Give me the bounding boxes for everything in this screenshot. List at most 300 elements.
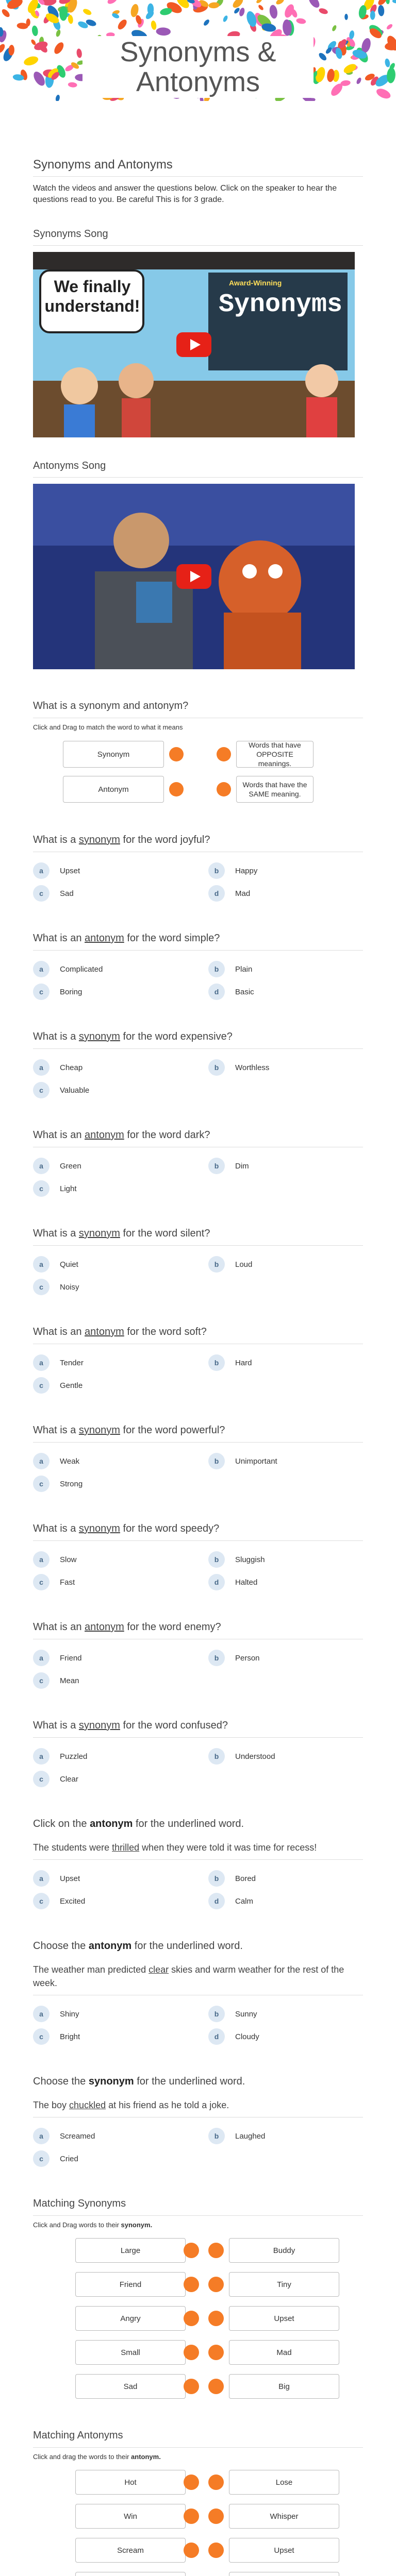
question-multiple-choice xyxy=(33,1030,363,1098)
match-right-box[interactable]: Whisper xyxy=(229,2504,339,2529)
option-label: Shiny xyxy=(60,2009,79,2019)
question-title: What is an antonym for the word simple? xyxy=(33,931,363,951)
match-row xyxy=(33,2340,363,2365)
question-note: Click and Drag to match the word to what it means xyxy=(33,723,183,731)
option-label: Quiet xyxy=(60,1260,78,1269)
option-letter: c xyxy=(33,1279,50,1295)
answer-options xyxy=(33,1158,363,1197)
video-title: Antonyms Song xyxy=(33,460,363,478)
option-label: Noisy xyxy=(60,1282,79,1292)
option-letter: b xyxy=(208,1158,225,1174)
question-title: What is an antonym for the word dark? xyxy=(33,1128,363,1147)
keyword: antonym xyxy=(85,1129,124,1141)
answer-option[interactable] xyxy=(33,862,188,879)
question-title: What is a synonym for the word speedy? xyxy=(33,1522,363,1541)
answer-option[interactable] xyxy=(208,1453,363,1469)
confetti-dot xyxy=(55,29,61,38)
answer-options xyxy=(33,1748,363,1787)
option-letter: b xyxy=(208,1551,225,1568)
drop-target[interactable] xyxy=(217,747,231,761)
answer-options xyxy=(33,862,363,902)
option-letter: c xyxy=(33,1893,50,1909)
confetti-dot xyxy=(59,6,68,21)
confetti-dot xyxy=(31,25,39,37)
play-icon[interactable] xyxy=(176,564,211,589)
confetti-dot xyxy=(386,0,390,4)
match-row xyxy=(33,2306,363,2331)
option-letter: c xyxy=(33,1377,50,1394)
confetti-dot xyxy=(375,87,392,100)
answer-option[interactable] xyxy=(208,1748,363,1765)
option-letter: a xyxy=(33,1748,50,1765)
option-label: Strong xyxy=(60,1479,83,1488)
multiple-choice-questions xyxy=(33,833,363,1787)
match-row xyxy=(33,2470,363,2495)
drop-target[interactable] xyxy=(208,2475,224,2490)
drop-target[interactable] xyxy=(208,2345,224,2360)
answer-option[interactable] xyxy=(33,1453,188,1469)
option-label: Cloudy xyxy=(235,2032,259,2041)
answer-option[interactable] xyxy=(33,1180,188,1197)
answer-options xyxy=(33,2006,363,2045)
option-label: Puzzled xyxy=(60,1752,88,1761)
option-letter: c xyxy=(33,984,50,1000)
confetti-dot xyxy=(106,0,119,6)
match-row xyxy=(33,2238,363,2263)
answer-option[interactable] xyxy=(33,1551,188,1568)
answer-option[interactable] xyxy=(33,1377,188,1394)
thumbnail-word: Synonyms xyxy=(219,290,343,319)
match-right-box[interactable]: Buddy xyxy=(229,2238,339,2263)
header-banner xyxy=(0,0,396,101)
worksheet xyxy=(0,151,396,2576)
option-letter: c xyxy=(33,2028,50,2045)
answer-options xyxy=(33,1650,363,1689)
question-matching xyxy=(33,2429,363,2576)
option-label: Person xyxy=(235,1653,260,1663)
question-multiple-choice xyxy=(33,1227,363,1295)
intro-text: Watch the videos and answer the questions below. Click on the speaker to hear the questions read to you. Be careful This is for 3 grade. xyxy=(33,184,337,204)
match-left-box[interactable] xyxy=(75,2572,186,2576)
option-label: Loud xyxy=(235,1260,253,1269)
confetti-dot xyxy=(55,94,60,101)
option-label: Basic xyxy=(235,987,254,996)
confetti-dot xyxy=(256,0,263,4)
confetti-dot xyxy=(68,82,77,88)
option-label: Green xyxy=(60,1161,81,1171)
answer-option[interactable] xyxy=(208,885,363,902)
drag-handle[interactable] xyxy=(184,2345,199,2360)
confetti-dot xyxy=(356,77,362,84)
option-letter: c xyxy=(33,1180,50,1197)
question-title: Click on the antonym for the underlined word. xyxy=(33,1818,244,1829)
confetti-dot xyxy=(116,18,128,31)
option-letter: a xyxy=(33,862,50,879)
option-label: Slow xyxy=(60,1555,77,1564)
answer-option[interactable] xyxy=(208,2128,363,2144)
option-label: Calm xyxy=(235,1896,254,1906)
question-multiple-choice xyxy=(33,833,363,902)
confetti-dot xyxy=(269,4,278,19)
question-sentence xyxy=(33,2075,363,2167)
option-label: Excited xyxy=(60,1896,86,1906)
question-title: Matching Synonyms xyxy=(33,2197,363,2216)
answer-option[interactable] xyxy=(33,1771,188,1787)
option-label: Valuable xyxy=(60,1086,90,1095)
option-label: Worthless xyxy=(235,1063,270,1072)
answer-option[interactable] xyxy=(33,1059,188,1076)
question-note: Click and Drag words to their synonym. xyxy=(33,2221,153,2229)
option-letter: a xyxy=(33,2006,50,2022)
option-label: Tender xyxy=(60,1358,84,1367)
match-definition-box[interactable]: Words that have OPPOSITE meanings. xyxy=(236,741,314,768)
drop-target[interactable] xyxy=(208,2277,224,2292)
intro-title: Synonyms and Antonyms xyxy=(33,151,363,177)
question-title: What is a synonym for the word expensive? xyxy=(33,1030,363,1049)
option-letter: d xyxy=(208,1893,225,1909)
answer-option[interactable] xyxy=(208,1551,363,1568)
answer-options xyxy=(33,1059,363,1098)
question-title: Choose the antonym for the underlined word. xyxy=(33,1940,243,1952)
option-letter: a xyxy=(33,1870,50,1887)
option-letter: c xyxy=(33,1672,50,1689)
option-label: Plain xyxy=(235,964,253,974)
answer-option[interactable] xyxy=(33,1574,188,1590)
match-left-box[interactable]: Friend xyxy=(75,2272,186,2297)
option-label: Upset xyxy=(60,1874,80,1883)
keyword: antonym xyxy=(85,933,124,944)
option-letter: b xyxy=(208,862,225,879)
option-label: Bored xyxy=(235,1874,256,1883)
confetti-dot xyxy=(392,0,396,4)
confetti-dot xyxy=(318,7,328,15)
drop-target[interactable] xyxy=(208,2243,224,2258)
confetti-dot xyxy=(377,5,384,16)
answer-option[interactable] xyxy=(208,1870,363,1887)
question-title: What is a synonym for the word joyful? xyxy=(33,833,363,852)
option-letter: b xyxy=(208,1650,225,1666)
match-row xyxy=(33,2572,363,2576)
question-title: What is a synonym for the word powerful? xyxy=(33,1423,363,1443)
match-right-box[interactable]: Mad xyxy=(229,2340,339,2365)
confetti-dot xyxy=(307,0,321,10)
keyword: synonym xyxy=(78,1425,120,1436)
option-label: Friend xyxy=(60,1653,82,1663)
question-sentence xyxy=(33,1817,363,1909)
option-letter: b xyxy=(208,1354,225,1371)
option-label: Sluggish xyxy=(235,1555,265,1564)
option-letter: b xyxy=(208,1748,225,1765)
drag-handle[interactable] xyxy=(184,2277,199,2292)
answer-option[interactable] xyxy=(33,1893,188,1909)
drop-target[interactable] xyxy=(217,782,231,796)
drag-handle[interactable] xyxy=(169,747,184,761)
question-multiple-choice xyxy=(33,1620,363,1689)
video-player[interactable] xyxy=(33,484,355,669)
confetti-dot xyxy=(156,27,171,36)
option-letter: c xyxy=(33,1574,50,1590)
match-term-box[interactable]: Antonym xyxy=(63,776,164,803)
keyword: antonym xyxy=(85,1326,124,1337)
drag-handle[interactable] xyxy=(169,782,184,796)
page-title-line1: Synonyms & xyxy=(120,37,276,67)
option-label: Gentle xyxy=(60,1381,83,1390)
sentence-questions xyxy=(33,1817,363,2167)
answer-option[interactable] xyxy=(33,2150,188,2167)
drag-handle[interactable] xyxy=(184,2311,199,2326)
answer-option[interactable] xyxy=(208,961,363,977)
option-label: Happy xyxy=(235,866,258,875)
option-label: Halted xyxy=(235,1578,258,1587)
confetti-dot xyxy=(23,55,39,67)
answer-option[interactable] xyxy=(33,1279,188,1295)
answer-options xyxy=(33,961,363,1000)
match-right-box[interactable]: Lose xyxy=(229,2470,339,2495)
video-player[interactable] xyxy=(33,252,355,437)
option-letter: a xyxy=(33,1650,50,1666)
option-label: Sunny xyxy=(235,2009,257,2019)
answer-option[interactable] xyxy=(208,1650,363,1666)
match-row xyxy=(33,2272,363,2297)
option-letter: b xyxy=(208,2006,225,2022)
question-title: What is a synonym and antonym? xyxy=(33,699,363,718)
option-label: Mean xyxy=(60,1676,79,1685)
keyword: antonym xyxy=(90,1818,133,1829)
drop-target[interactable] xyxy=(208,2509,224,2524)
confetti-dot xyxy=(151,20,157,30)
thumbnail-caption: We finally understand! xyxy=(44,277,140,315)
match-left-box[interactable]: Large xyxy=(75,2238,186,2263)
underlined-word: thrilled xyxy=(112,1842,140,1853)
answer-option[interactable] xyxy=(33,885,188,902)
answer-options xyxy=(33,1870,363,1909)
answer-option[interactable] xyxy=(208,1354,363,1371)
match-right-box[interactable]: Upset xyxy=(229,2306,339,2331)
option-letter: a xyxy=(33,1059,50,1076)
match-right-box[interactable]: Big xyxy=(229,2374,339,2399)
video-section-synonyms xyxy=(33,228,363,437)
question-title: What is an antonym for the word enemy? xyxy=(33,1620,363,1639)
match-term-box[interactable]: Synonym xyxy=(63,741,164,768)
option-label: Mad xyxy=(235,889,251,898)
question-multiple-choice xyxy=(33,1128,363,1197)
answer-options xyxy=(33,1551,363,1590)
answer-option[interactable] xyxy=(33,1082,188,1098)
option-label: Screamed xyxy=(60,2131,95,2141)
option-letter: a xyxy=(33,1256,50,1273)
match-right-box[interactable] xyxy=(229,2572,339,2576)
answer-option[interactable] xyxy=(33,1158,188,1174)
answer-options xyxy=(33,1453,363,1492)
match-left-box[interactable]: Scream xyxy=(75,2538,186,2563)
confetti-dot xyxy=(386,23,393,30)
confetti-dot xyxy=(275,0,285,6)
match-row xyxy=(33,2504,363,2529)
option-label: Upset xyxy=(60,866,80,875)
question-multiple-choice xyxy=(33,1423,363,1492)
match-left-box[interactable]: Angry xyxy=(75,2306,186,2331)
question-note: Click and drag the words to their antonym. xyxy=(33,2453,161,2461)
question-multiple-choice xyxy=(33,1719,363,1787)
match-definition-box[interactable]: Words that have the SAME meaning. xyxy=(236,776,314,803)
option-letter: b xyxy=(208,961,225,977)
thumbnail-award: Award-Winning xyxy=(229,279,282,287)
option-letter: d xyxy=(208,984,225,1000)
answer-option[interactable] xyxy=(33,1354,188,1371)
option-letter: a xyxy=(33,1551,50,1568)
match-row xyxy=(33,775,363,803)
answer-option[interactable] xyxy=(208,1256,363,1273)
answer-option[interactable] xyxy=(208,984,363,1000)
keyword: synonym xyxy=(78,1031,120,1042)
option-label: Hard xyxy=(235,1358,252,1367)
option-letter: b xyxy=(208,2128,225,2144)
match-left-box[interactable]: Small xyxy=(75,2340,186,2365)
answer-option[interactable] xyxy=(208,2006,363,2022)
question-sentence xyxy=(33,1939,363,2045)
question-match-definition xyxy=(33,699,363,803)
option-label: Complicated xyxy=(60,964,103,974)
option-letter: a xyxy=(33,2128,50,2144)
underlined-word: clear xyxy=(148,1964,169,1975)
page-title xyxy=(82,36,314,98)
answer-option[interactable] xyxy=(208,2028,363,2045)
drop-target[interactable] xyxy=(208,2311,224,2326)
option-label: Fast xyxy=(60,1578,75,1587)
answer-option[interactable] xyxy=(33,2028,188,2045)
keyword: synonym xyxy=(78,834,120,845)
answer-option[interactable] xyxy=(33,1748,188,1765)
question-title: What is a synonym for the word silent? xyxy=(33,1227,363,1246)
question-sentence-text: The weather man predicted clear skies and warm weather for the rest of the week. xyxy=(33,1958,363,1995)
confetti-dot xyxy=(82,8,92,16)
option-letter: b xyxy=(208,1059,225,1076)
match-right-box[interactable]: Tiny xyxy=(229,2272,339,2297)
answer-options xyxy=(33,1256,363,1295)
answer-option[interactable] xyxy=(208,1158,363,1174)
option-letter: d xyxy=(208,1574,225,1590)
confetti-dot xyxy=(384,58,390,67)
option-letter: b xyxy=(208,1256,225,1273)
match-row xyxy=(33,2538,363,2563)
option-label: Dim xyxy=(235,1161,249,1171)
video-title: Synonyms Song xyxy=(33,228,363,246)
confetti-dot xyxy=(296,18,307,25)
option-label: Laughed xyxy=(235,2131,266,2141)
matching-antonyms xyxy=(33,2429,363,2576)
option-letter: c xyxy=(33,1476,50,1492)
option-label: Light xyxy=(60,1184,77,1193)
question-multiple-choice xyxy=(33,1325,363,1394)
question-multiple-choice xyxy=(33,1522,363,1590)
option-letter: a xyxy=(33,1158,50,1174)
answer-option[interactable] xyxy=(33,1650,188,1666)
confetti-dot xyxy=(257,4,264,11)
question-title: What is an antonym for the word soft? xyxy=(33,1325,363,1344)
option-letter: c xyxy=(33,1771,50,1787)
option-label: Cheap xyxy=(60,1063,83,1072)
keyword: synonym xyxy=(88,2076,134,2087)
keyword: synonym xyxy=(78,1720,120,1731)
match-left-box[interactable]: Hot xyxy=(75,2470,186,2495)
answer-option[interactable] xyxy=(208,862,363,879)
answer-option[interactable] xyxy=(33,1870,188,1887)
answer-option[interactable] xyxy=(208,1893,363,1909)
drag-handle[interactable] xyxy=(184,2543,199,2558)
answer-option[interactable] xyxy=(33,1256,188,1273)
option-letter: c xyxy=(33,885,50,902)
keyword: synonym xyxy=(78,1523,120,1534)
drag-handle[interactable] xyxy=(184,2509,199,2524)
option-letter: d xyxy=(208,885,225,902)
question-multiple-choice xyxy=(33,931,363,1000)
answer-options xyxy=(33,1354,363,1394)
drag-handle[interactable] xyxy=(184,2475,199,2490)
answer-option[interactable] xyxy=(208,1059,363,1076)
option-label: Unimportant xyxy=(235,1456,277,1466)
option-letter: b xyxy=(208,1453,225,1469)
keyword: antonym xyxy=(85,1621,124,1633)
answer-option[interactable] xyxy=(33,961,188,977)
page-title-line2: Antonyms xyxy=(136,66,260,97)
match-row xyxy=(33,2374,363,2399)
question-title: Matching Antonyms xyxy=(33,2429,363,2448)
confetti-dot xyxy=(222,15,228,23)
question-sentence-text: The students were thrilled when they were told it was time for recess! xyxy=(33,1836,363,1860)
answer-option[interactable] xyxy=(33,2128,188,2144)
confetti-dot xyxy=(1,8,11,18)
drag-handle[interactable] xyxy=(184,2243,199,2258)
confetti-dot xyxy=(332,25,338,32)
answer-option[interactable] xyxy=(33,1476,188,1492)
matching-synonyms xyxy=(33,2197,363,2399)
question-matching xyxy=(33,2197,363,2399)
video-section-antonyms xyxy=(33,460,363,669)
keyword: antonym xyxy=(88,1940,132,1952)
confetti-dot xyxy=(203,19,210,27)
match-row xyxy=(33,740,363,768)
drag-handle[interactable] xyxy=(184,2379,199,2394)
keyword: synonym xyxy=(78,1228,120,1239)
option-letter: c xyxy=(33,2150,50,2167)
option-label: Cried xyxy=(60,2154,78,2163)
answer-option[interactable] xyxy=(33,2006,188,2022)
answer-options xyxy=(33,2128,363,2167)
confetti-dot xyxy=(76,48,82,58)
option-label: Clear xyxy=(60,1774,78,1784)
answer-option[interactable] xyxy=(208,1574,363,1590)
confetti-dot xyxy=(53,41,65,56)
option-label: Understood xyxy=(235,1752,275,1761)
underlined-word: chuckled xyxy=(69,2100,106,2110)
match-left-box[interactable]: Win xyxy=(75,2504,186,2529)
answer-option[interactable] xyxy=(33,1672,188,1689)
match-left-box[interactable]: Sad xyxy=(75,2374,186,2399)
play-icon[interactable] xyxy=(176,332,211,357)
option-letter: a xyxy=(33,1354,50,1371)
option-letter: a xyxy=(33,1453,50,1469)
answer-option[interactable] xyxy=(33,984,188,1000)
option-letter: b xyxy=(208,1870,225,1887)
question-title: Choose the synonym for the underlined word. xyxy=(33,2076,245,2087)
option-letter: c xyxy=(33,1082,50,1098)
question-title: What is a synonym for the word confused? xyxy=(33,1719,363,1738)
question-sentence-text: The boy chuckled at his friend as he told a joke. xyxy=(33,2093,363,2117)
drop-target[interactable] xyxy=(208,2379,224,2394)
match-right-box[interactable]: Upset xyxy=(229,2538,339,2563)
confetti-dot xyxy=(344,14,348,20)
drop-target[interactable] xyxy=(208,2543,224,2558)
